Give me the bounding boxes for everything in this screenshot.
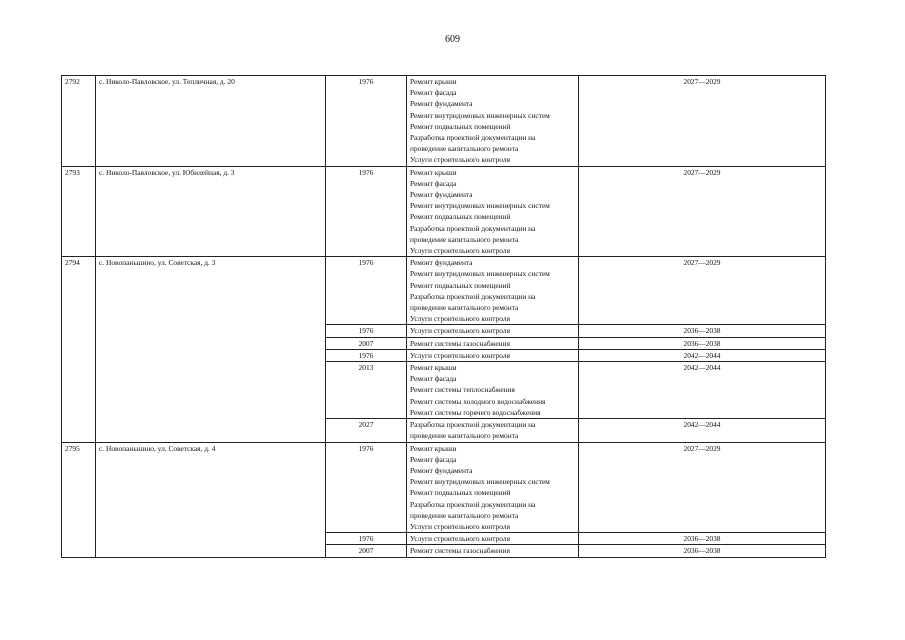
work-item: Ремонт внутридомовых инженерных систем bbox=[410, 201, 550, 211]
work-item: Ремонт фасада bbox=[410, 178, 457, 188]
work-item: проведение капитального ремонта bbox=[410, 510, 519, 520]
work-item: Ремонт крыши bbox=[410, 363, 457, 373]
work-item: Ремонт системы газоснабжения bbox=[410, 546, 510, 556]
work-item: проведение капитального ремонта bbox=[410, 431, 519, 441]
build-year: 1976 bbox=[326, 533, 407, 545]
repair-period: 2042—2044 bbox=[579, 419, 826, 442]
work-item: Ремонт фундамента bbox=[410, 465, 473, 475]
page-number: 609 bbox=[445, 34, 460, 45]
build-year: 2013 bbox=[326, 362, 407, 419]
record-address: с. Николо-Павловское, ул. Тепличная, д. 20 bbox=[96, 76, 326, 167]
work-item: Разработка проектной документации на bbox=[410, 291, 536, 301]
record-number: 2793 bbox=[62, 166, 96, 257]
work-item: Ремонт системы холодного водоснабжения bbox=[410, 396, 546, 406]
work-item: проведение капитального ремонта bbox=[410, 144, 519, 154]
work-item: Услуги строительного контроля bbox=[410, 326, 510, 336]
repair-period: 2042—2044 bbox=[579, 362, 826, 419]
repair-period: 2036—2038 bbox=[579, 533, 826, 545]
work-item: Ремонт крыши bbox=[410, 443, 457, 453]
work-item: Услуги строительного контроля bbox=[410, 314, 510, 324]
work-item: Разработка проектной документации на bbox=[410, 420, 536, 430]
work-item: Услуги строительного контроля bbox=[410, 534, 510, 544]
work-item: Разработка проектной документации на bbox=[410, 223, 536, 233]
record-address: с. Николо-Павловское, ул. Юбилейная, д. 3 bbox=[96, 166, 326, 257]
work-item: Ремонт системы горячего водоснабжения bbox=[410, 407, 541, 417]
work-item: Ремонт подвальных помещений bbox=[410, 212, 511, 222]
work-item: проведение капитального ремонта bbox=[410, 234, 519, 244]
work-item: Ремонт системы теплоснабжения bbox=[410, 385, 515, 395]
build-year: 2007 bbox=[326, 545, 407, 557]
work-item: Ремонт фасада bbox=[410, 374, 457, 384]
work-list bbox=[407, 362, 579, 419]
work-item: Ремонт внутридомовых инженерных систем bbox=[410, 269, 550, 279]
work-list bbox=[407, 337, 579, 349]
build-year: 1976 bbox=[326, 166, 407, 257]
repair-period: 2027—2029 bbox=[579, 166, 826, 257]
work-item: Ремонт внутридомовых инженерных систем bbox=[410, 477, 550, 487]
table-row bbox=[62, 257, 826, 325]
work-item: Разработка проектной документации на bbox=[410, 133, 536, 143]
work-item: Ремонт крыши bbox=[410, 167, 457, 177]
record-number: 2792 bbox=[62, 76, 96, 167]
work-item: Ремонт подвальных помещений bbox=[410, 121, 511, 131]
work-list bbox=[407, 533, 579, 545]
build-year: 2007 bbox=[326, 337, 407, 349]
work-item: Услуги строительного контроля bbox=[410, 521, 510, 531]
work-list bbox=[407, 349, 579, 361]
work-item: Ремонт фундамента bbox=[410, 190, 473, 200]
table-row bbox=[62, 76, 826, 167]
build-year: 2027 bbox=[326, 419, 407, 442]
table-row bbox=[62, 442, 826, 533]
work-list bbox=[407, 76, 579, 167]
work-list bbox=[407, 325, 579, 337]
work-list bbox=[407, 166, 579, 257]
work-list bbox=[407, 257, 579, 325]
repair-period: 2042—2044 bbox=[579, 349, 826, 361]
record-address: с. Новопаньшино, ул. Советская, д. 4 bbox=[96, 442, 326, 557]
work-item: Ремонт крыши bbox=[410, 77, 457, 86]
repair-schedule-table bbox=[61, 75, 826, 558]
record-number: 2795 bbox=[62, 442, 96, 557]
work-list bbox=[407, 442, 579, 533]
repair-period: 2027—2029 bbox=[579, 76, 826, 167]
work-item: Ремонт фундамента bbox=[410, 99, 473, 109]
build-year: 1976 bbox=[326, 76, 407, 167]
work-item: Разработка проектной документации на bbox=[410, 499, 536, 509]
work-item: Ремонт подвальных помещений bbox=[410, 280, 511, 290]
repair-period: 2027—2029 bbox=[579, 442, 826, 533]
table-body bbox=[62, 76, 826, 558]
work-item: Ремонт фундамента bbox=[410, 258, 473, 268]
work-list bbox=[407, 419, 579, 442]
repair-period: 2036—2038 bbox=[579, 545, 826, 557]
work-item: проведение капитального ремонта bbox=[410, 303, 519, 313]
repair-period: 2027—2029 bbox=[579, 257, 826, 325]
work-item: Услуги строительного контроля bbox=[410, 350, 510, 360]
work-item: Услуги строительного контроля bbox=[410, 155, 510, 165]
work-list bbox=[407, 545, 579, 557]
repair-period: 2036—2038 bbox=[579, 325, 826, 337]
work-item: Услуги строительного контроля bbox=[410, 246, 510, 256]
table-row bbox=[62, 166, 826, 257]
work-item: Ремонт фасада bbox=[410, 454, 457, 464]
work-item: Ремонт подвальных помещений bbox=[410, 488, 511, 498]
work-item: Ремонт фасада bbox=[410, 88, 457, 98]
repair-period: 2036—2038 bbox=[579, 337, 826, 349]
build-year: 1976 bbox=[326, 349, 407, 361]
record-number: 2794 bbox=[62, 257, 96, 442]
build-year: 1976 bbox=[326, 257, 407, 325]
build-year: 1976 bbox=[326, 442, 407, 533]
work-item: Ремонт внутридомовых инженерных систем bbox=[410, 110, 550, 120]
record-address: с. Новопаньшино, ул. Советская, д. 3 bbox=[96, 257, 326, 442]
build-year: 1976 bbox=[326, 325, 407, 337]
work-item: Ремонт системы газоснабжения bbox=[410, 338, 510, 348]
